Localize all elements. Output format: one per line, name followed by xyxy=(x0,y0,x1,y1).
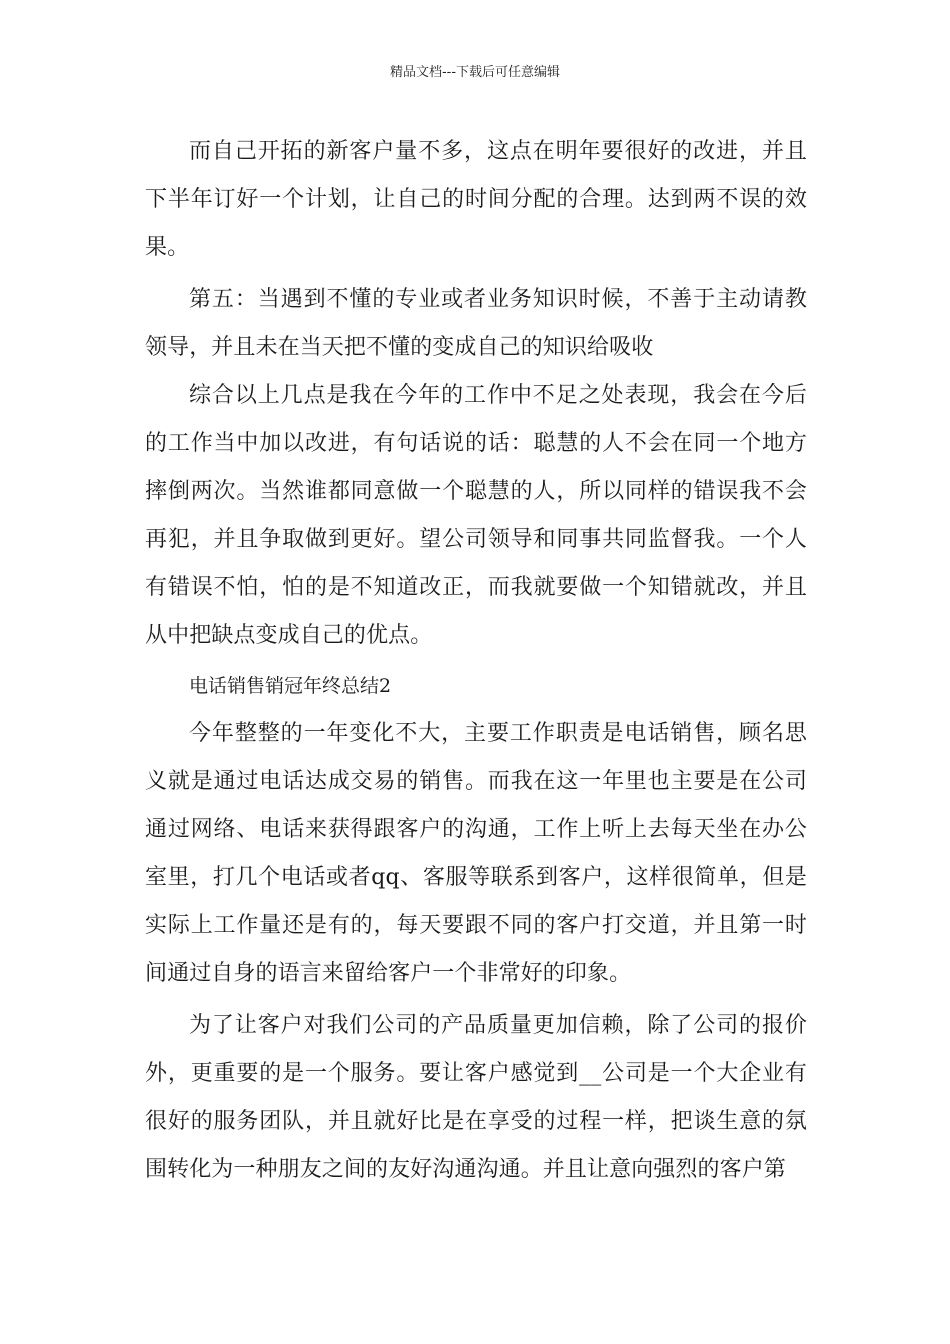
paragraph: 今年整整的一年变化不大，主要工作职责是电话销售，顾名思义就是通过电话达成交易的销售。而我在这一年里也主要是在公司通过网络、电话来获得跟客户的沟通，工作上听上去每天坐在办公室里，打几个电话或者qq、客服等联系到客户，这样很简单，但是实际上工作量还是有的，每天要跟不同的客户打交道，并且第一时间通过自身的语言来留给客户一个非常好的印象。 xyxy=(145,721,807,986)
section-heading: 电话销售销冠年终总结2 xyxy=(189,675,392,697)
paragraph: 而自己开拓的新客户量不多，这点在明年要很好的改进，并且下半年订好一个计划，让自己的时间分配的合理。达到两不误的效果。 xyxy=(145,139,807,260)
document-body xyxy=(145,128,807,1194)
paragraph: 为了让客户对我们公司的产品质量更加信赖，除了公司的报价外，更重要的是一个服务。要让客户感觉到__公司是一个大企业有很好的服务团队，并且就好比是在享受的过程一样，把谈生意的氛围转化为一种朋友之间的友好沟通沟通。并且让意向强烈的客户第 xyxy=(145,1013,807,1182)
page-header: 精品文档---下载后可任意编辑 xyxy=(389,65,561,80)
paragraph: 综合以上几点是我在今年的工作中不足之处表现，我会在今后的工作当中加以改进，有句话说的话：聪慧的人不会在同一个地方摔倒两次。当然谁都同意做一个聪慧的人，所以同样的错误我不会再犯，并且争取做到更好。望公司领导和同事共同监督我。一个人有错误不怕，怕的是不知道改正，而我就要做一个知错就改，并且从中把缺点变成自己的优点。 xyxy=(145,383,807,648)
paragraph: 第五：当遇到不懂的专业或者业务知识时候，不善于主动请教领导，并且未在当天把不懂的变成自己的知识给吸收 xyxy=(145,287,807,360)
